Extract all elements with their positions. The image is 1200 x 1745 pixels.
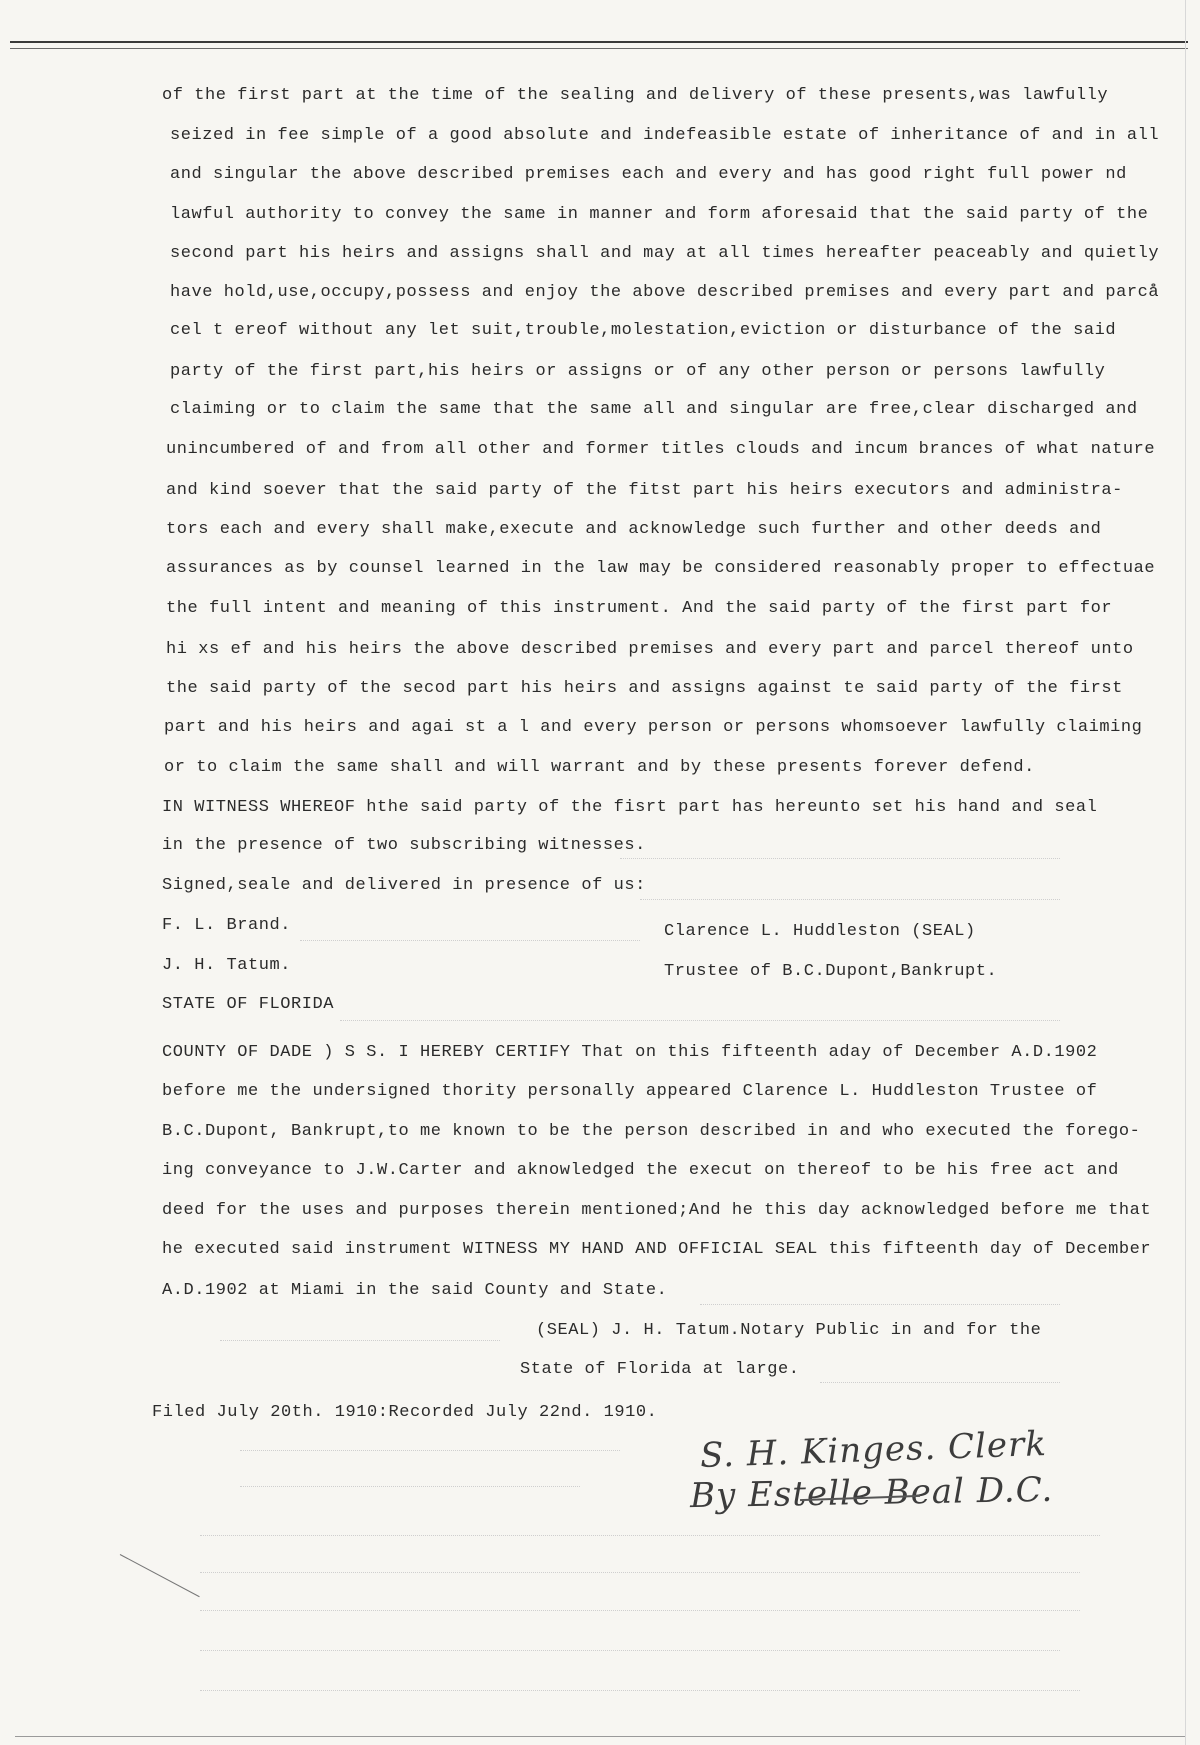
bleed-through-mark [700,1304,1060,1305]
top-rule [10,41,1188,43]
clerk-signature-line-2: By Estelle Beal D.C. [689,1469,1054,1517]
notary-line-2: State of Florida at large. [520,1360,800,1379]
grantor-signature: Clarence L. Huddleston (SEAL) [664,922,976,941]
bleed-through-mark [640,899,1060,900]
body-line: hi xs ef and his heirs the above described premises and every part and parcel thereof unto [166,640,1134,659]
body-line: seized in fee simple of a good absolute and indefeasible estate of inheritance of and in all [170,126,1160,145]
body-line: assurances as by counsel learned in the law may be considered reasonably proper to effectuae [166,559,1156,578]
clerk-signature-line-1: S. H. Kinges. Clerk [699,1423,1048,1477]
bleed-through-mark [200,1690,1080,1691]
body-line: Signed,seale and delivered in presence of us: [162,876,646,895]
bleed-through-mark [200,1650,1060,1651]
page-edge-line [1185,0,1186,1745]
bleed-through-mark [620,858,1060,859]
bleed-through-mark [200,1610,1080,1611]
ack-line: deed for the uses and purposes therein mentioned;And he this day acknowledged before me that [162,1201,1152,1220]
bottom-edge-line [15,1736,1185,1737]
bleed-through-mark [200,1535,1100,1536]
body-line: the full intent and meaning of this instrument. And the said party of the first part for [166,599,1113,618]
bleed-through-mark [240,1450,620,1451]
body-line: or to claim the same shall and will warrant and by these presents forever defend. [164,758,1035,777]
body-line: in the presence of two subscribing witnesses. [162,836,646,855]
body-line: and singular the above described premises each and every and has good right full power nd [170,165,1127,184]
witness-2: J. H. Tatum. [162,956,292,975]
body-line: tors each and every shall make,execute and acknowledge such further and other deeds and [166,520,1102,539]
body-line: and kind soever that the said party of the fitst part his heirs executors and administra- [166,481,1123,500]
grantor-title: Trustee of B.C.Dupont,Bankrupt. [664,962,998,981]
bleed-through-mark [300,940,640,941]
body-line: unincumbered of and from all other and former titles clouds and incum brances of what nature [166,440,1156,459]
notary-line-1: (SEAL) J. H. Tatum.Notary Public in and for the [536,1321,1042,1340]
bleed-through-mark [820,1382,1060,1383]
body-line: the said party of the secod part his heirs and assigns against te said party of the first [166,679,1123,698]
ack-line: ing conveyance to J.W.Carter and aknowledged the execut on thereof to be his free act and [162,1161,1119,1180]
bleed-through-mark [340,1020,1060,1021]
ack-state: STATE OF FLORIDA [162,995,335,1014]
body-line: claiming or to claim the same that the same all and singular are free,clear discharged and [170,400,1138,419]
body-line: lawful authority to convey the same in manner and form aforesaid that the said party of the [170,205,1149,224]
bleed-through-mark [200,1572,1080,1573]
witness-1: F. L. Brand. [162,916,292,935]
body-line: part and his heirs and agai st a l and every person or persons whomsoever lawfully claiming [164,718,1143,737]
body-line: cel t ereof without any let suit,trouble,molestation,eviction or disturbance of the said [170,321,1117,340]
body-line: party of the first part,his heirs or assigns or of any other person or persons lawfully [170,362,1106,381]
stray-pen-mark [120,1554,200,1597]
ack-line: B.C.Dupont, Bankrupt,to me known to be the person described in and who executed the forego- [162,1122,1141,1141]
top-rule-secondary [10,48,1188,49]
ack-line: COUNTY OF DADE ) S S. I HEREBY CERTIFY That on this fifteenth aday of December A.D.1902 [162,1043,1098,1062]
body-line: have hold,use,occupy,possess and enjoy the above described premises and every part and parcå [170,283,1160,302]
body-line: second part his heirs and assigns shall and may at all times hereafter peaceably and quietly [170,244,1160,263]
ack-line: he executed said instrument WITNESS MY HAND AND OFFICIAL SEAL this fifteenth day of December [162,1240,1152,1259]
filed-recorded-line: Filed July 20th. 1910:Recorded July 22nd. 1910. [152,1403,658,1422]
body-line: IN WITNESS WHEREOF hthe said party of the fisrt part has hereunto set his hand and seal [162,798,1098,817]
body-line: of the first part at the time of the sealing and delivery of these presents,was lawfully [162,86,1109,105]
bleed-through-mark [220,1340,500,1341]
bleed-through-mark [240,1486,580,1487]
ack-line: A.D.1902 at Miami in the said County and State. [162,1281,668,1300]
ack-line: before me the undersigned thority personally appeared Clarence L. Huddleston Trustee of [162,1082,1098,1101]
